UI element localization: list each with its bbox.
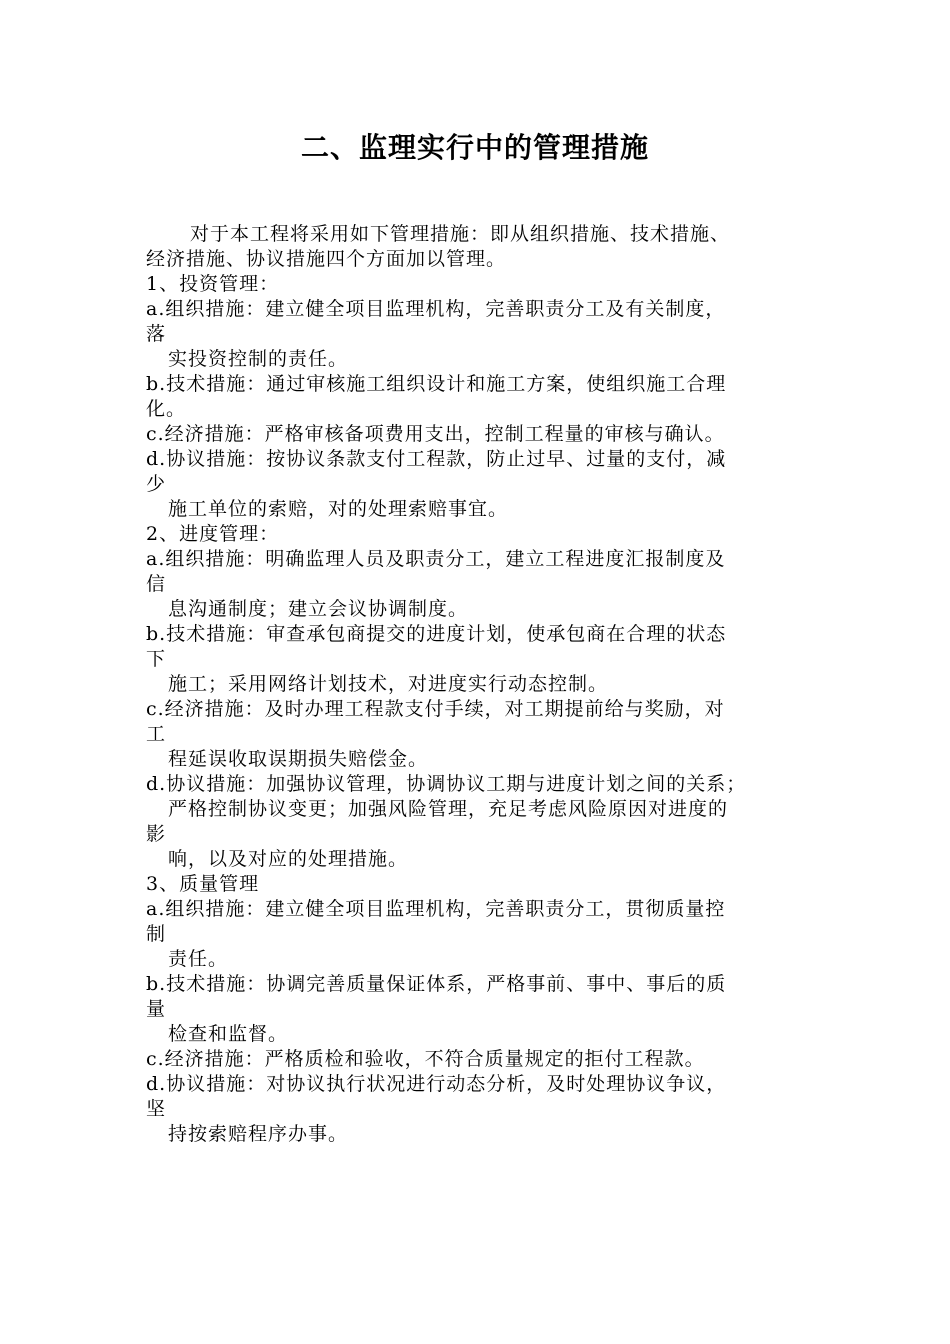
text-line: a.组织措施：建立健全项目监理机构，完善职责分工及有关制度， bbox=[146, 298, 726, 320]
text-line: 影 bbox=[146, 823, 167, 845]
text-line: 3、质量管理 bbox=[146, 873, 260, 895]
text-line: 工 bbox=[146, 723, 167, 745]
text-line: 化。 bbox=[146, 398, 187, 420]
text-line: d.协议措施：按协议条款支付工程款，防止过早、过量的支付，减 bbox=[146, 448, 727, 470]
text-line: 持按索赔程序办事。 bbox=[168, 1123, 349, 1145]
text-line: b.技术措施：协调完善质量保证体系，严格事前、事中、事后的质 bbox=[146, 973, 727, 995]
text-line: c.经济措施：严格质检和验收，不符合质量规定的拒付工程款。 bbox=[146, 1048, 705, 1070]
text-line: b.技术措施：通过审核施工组织设计和施工方案，使组织施工合理 bbox=[146, 373, 727, 395]
text-line: 1、投资管理： bbox=[146, 273, 280, 295]
text-line: 施工；采用网络计划技术，对进度实行动态控制。 bbox=[168, 673, 609, 695]
text-line: 实投资控制的责任。 bbox=[168, 348, 349, 370]
text-line: c.经济措施：严格审核备项费用支出，控制工程量的审核与确认。 bbox=[146, 423, 725, 445]
text-line: 施工单位的索赔，对的处理索赔事宜。 bbox=[168, 498, 509, 520]
text-line: 响，以及对应的处理措施。 bbox=[168, 848, 409, 870]
text-line: 责任。 bbox=[168, 948, 229, 970]
text-line: d.协议措施：加强协议管理，协调协议工期与进度计划之间的关系； bbox=[146, 773, 747, 795]
text-line: 少 bbox=[146, 473, 167, 495]
document-body bbox=[146, 222, 806, 1147]
text-line: 坚 bbox=[146, 1098, 167, 1120]
text-line: c.经济措施：及时办理工程款支付手续，对工期提前给与奖励，对 bbox=[146, 698, 725, 720]
text-line: 程延误收取误期损失赔偿金。 bbox=[168, 748, 429, 770]
text-line: a.组织措施：明确监理人员及职责分工，建立工程进度汇报制度及 bbox=[146, 548, 726, 570]
text-line: 息沟通制度；建立会议协调制度。 bbox=[168, 598, 469, 620]
text-line: b.技术措施：审查承包商提交的进度计划，使承包商在合理的状态 bbox=[146, 623, 727, 645]
text-line: 制 bbox=[146, 923, 167, 945]
text-line: d.协议措施：对协议执行状况进行动态分析，及时处理协议争议， bbox=[146, 1073, 727, 1095]
text-line: 下 bbox=[146, 648, 167, 670]
text-line: 经济措施、协议措施四个方面加以管理。 bbox=[146, 248, 507, 270]
text-line: 对于本工程将采用如下管理措施：即从组织措施、技术措施、 bbox=[190, 223, 731, 245]
text-line: 量 bbox=[146, 998, 167, 1020]
text-line: a.组织措施：建立健全项目监理机构，完善职责分工，贯彻质量控 bbox=[146, 898, 726, 920]
text-line: 2、进度管理： bbox=[146, 523, 280, 545]
text-line: 严格控制协议变更；加强风险管理，充足考虑风险原因对进度的 bbox=[168, 798, 729, 820]
text-line: 落 bbox=[146, 323, 167, 345]
text-line: 检查和监督。 bbox=[168, 1023, 289, 1045]
page-title: 二、监理实行中的管理措施 bbox=[300, 131, 649, 164]
text-line: 信 bbox=[146, 573, 167, 595]
